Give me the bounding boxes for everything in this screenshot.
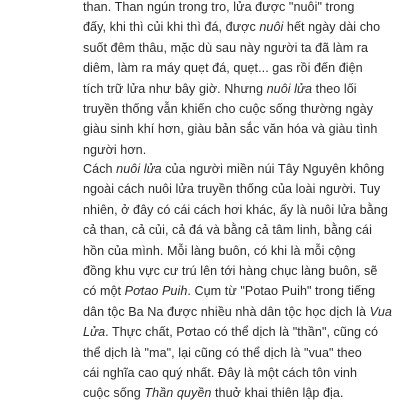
text-segment: có một xyxy=(83,284,125,299)
text-line xyxy=(83,322,379,342)
text-segment: dân tộc Ba Na được nhiều nhà dân tộc học dịch là xyxy=(83,304,370,319)
text-segment: Cách xyxy=(83,162,117,176)
text-line xyxy=(83,179,381,199)
italic-text: Pơtao Puih xyxy=(124,284,188,299)
text-segment: than. Than ngún trong tro, lửa được "nuôi" trong xyxy=(83,0,355,14)
text-line xyxy=(83,119,378,139)
text-line xyxy=(83,281,376,301)
text-line xyxy=(83,343,362,363)
italic-text: Vua xyxy=(369,304,392,319)
text-line xyxy=(83,79,357,99)
text-line xyxy=(83,383,343,400)
paragraph-2 xyxy=(83,159,392,400)
text-segment: cuộc sống xyxy=(83,386,145,400)
text-segment: nhiên, ở đây có cái cách hơi khác, ấy là nuôi lửa bằng xyxy=(83,202,388,217)
text-line xyxy=(83,261,378,281)
text-segment: theo lối xyxy=(312,81,357,96)
text-line xyxy=(83,302,392,322)
text-segment: diêm, làm ra máy quẹt đá, quẹt... gas rồi đến điện xyxy=(83,61,363,76)
text-line xyxy=(83,99,374,119)
text-segment: tích trữ lửa như bây giờ. Nhưng xyxy=(83,81,267,96)
text-segment: người hơn. xyxy=(83,142,147,157)
text-segment: hết ngày dài cho xyxy=(283,20,381,35)
text-line xyxy=(83,17,381,37)
text-line xyxy=(83,220,372,240)
italic-text: nuôi lửa xyxy=(266,81,313,96)
text-segment: của người miền núi Tây Nguyên không xyxy=(161,162,385,176)
italic-text: nuôi lửa xyxy=(116,162,162,176)
text-line xyxy=(83,140,343,160)
text-segment: thuở khai thiên lập địa. xyxy=(211,386,344,400)
text-line xyxy=(83,363,358,383)
paragraph-1 xyxy=(83,0,381,160)
text-line xyxy=(83,0,355,17)
text-segment: hồn của mình. Mỗi làng buôn, có khi là mỗi cộng xyxy=(83,243,356,258)
text-segment: truyền thống vẫn khiến cho cuộc sống thường ngày xyxy=(83,101,374,116)
italic-text: nuôi xyxy=(259,20,284,35)
text-segment: . Thực chất, Pơtao có thể dịch là "thần", cũng có xyxy=(105,325,379,340)
text-segment: ngoài cách nuôi lửa truyền thống của loài người. Tuy xyxy=(83,182,381,197)
text-segment: cái nghĩa cao quý nhất. Đây là một cách tôn vinh xyxy=(83,365,358,380)
text-segment: cả than, cả củi, cả đá và bằng cả tâm linh, bằng cái xyxy=(83,223,372,238)
text-segment: thể dịch là "ma", lại cũng có thể dịch là "vua" theo xyxy=(83,345,362,360)
text-line xyxy=(83,38,369,58)
text-segment: giàu sinh khí hơn, giàu bản sắc văn hóa và giàu tình xyxy=(83,122,378,137)
text-line xyxy=(83,58,363,78)
text-segment: suốt đêm thâu, mặc dù sau này người ta đã làm ra xyxy=(83,40,369,55)
text-line xyxy=(83,200,388,220)
text-segment: đấy, khi thì củi khi thì đá, được xyxy=(83,20,260,35)
text-segment: . Cụm từ "Potao Puih" trong tiếng xyxy=(187,284,376,299)
text-line xyxy=(83,241,356,261)
italic-text: Thần quyền xyxy=(144,386,212,400)
italic-text: Lửa xyxy=(83,325,106,340)
text-segment: đồng khu vực cư trú lên tới hàng chục làng buôn, sẽ xyxy=(83,263,378,278)
text-line xyxy=(83,159,385,179)
